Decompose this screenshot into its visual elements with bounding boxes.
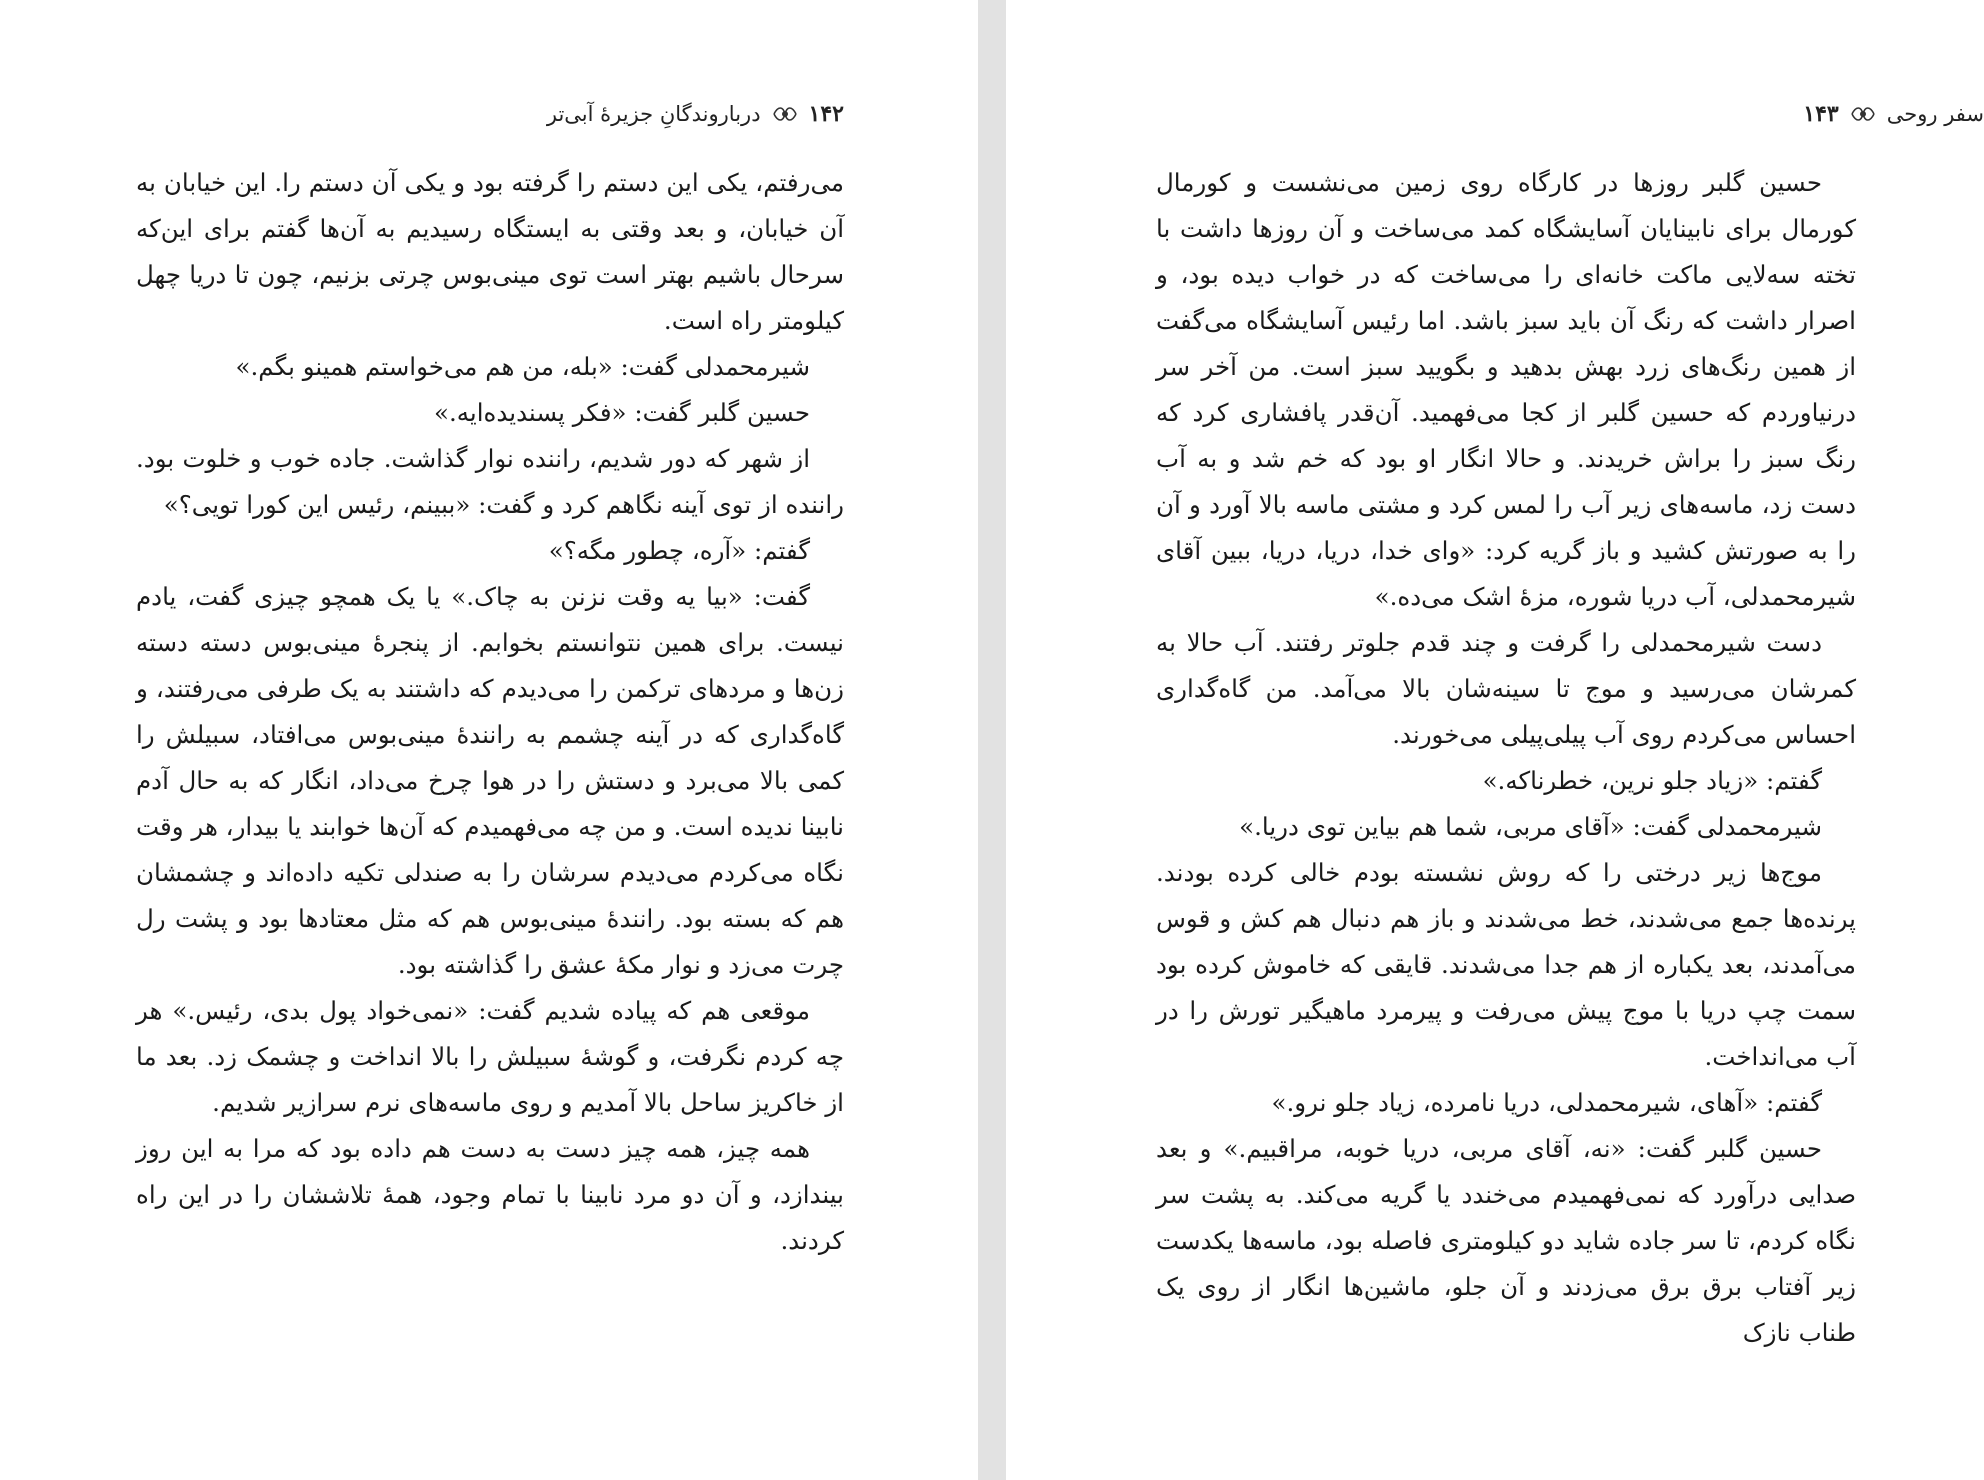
paragraph: گفتم: «آهای، شیرمحمدلی، دریا نامرده، زیاد جلو نرو.» (1271, 1088, 1822, 1117)
left-page (0, 0, 978, 1480)
paragraph: دست شیرمحمدلی را گرفت و چند قدم جلوتر رفتند. آب حالا به کمرشان می‌رسید و موج تا سینه‌شان بالا می‌آمد. من گاه‌گداری احساس می‌کردم روی آب پیلی‌پیلی می‌خورند. (1156, 628, 1856, 749)
paragraph: شیرمحمدلی گفت: «بله، من هم می‌خواستم همینو بگم.» (235, 352, 810, 381)
book-spine (978, 0, 1006, 1480)
page-number: ۱۴۲ (808, 101, 844, 127)
running-title: درباروندگانِ جزیرهٔ آبی‌تر (546, 102, 761, 126)
left-page-header (547, 94, 844, 134)
running-title: سفر روحی (1886, 102, 1984, 126)
paragraph: گفت: «بیا یه وقت نزنن به چاک.» یا یک همچو چیزی گفت، یادم نیست. برای همین نتوانستم بخوابم. از پنجرهٔ مینی‌بوس دسته دسته زن‌ها و مردهای ترکمن را می‌دیدم که داشتند به یک طرفی می‌رفتند، و گاه‌گداری که در آینه چشمم به رانندهٔ مینی‌بوس می‌افتاد، سبیلش را کمی بالا می‌برد و دستش را در هوا چرخ می‌داد، انگار که به حال آدم نابینا ندیده است. و من چه می‌فهمیدم که آن‌ها خوابند یا بیدار، هر وقت نگاه می‌کردم می‌دیدم سرشان را به صندلی تکیه داده‌اند و چشمشان هم که بسته بود. رانندهٔ مینی‌بوس هم که مثل معتادها بود و پشت رل چرت می‌زد و نوار مکهٔ عشق را گذاشته بود. (136, 582, 844, 979)
paragraph: حسین گلبر گفت: «نه، آقای مربی، دریا خوبه، مراقبیم.» و بعد صدایی درآورد که نمی‌فهمیدم می‌خندد یا گریه می‌کند. به پشت سر نگاه کردم، تا سر جاده شاید دو کیلومتری فاصله بود، ماسه‌ها یکدست زیر آفتاب برق برق می‌زدند و آن جلو، ماشین‌ها انگار از روی یک طناب نازک (1156, 1134, 1856, 1347)
paragraph: گفتم: «زیاد جلو نرین، خطرناکه.» (1482, 766, 1822, 795)
right-page-body (1156, 160, 1856, 1356)
paragraph: حسین گلبر گفت: «فکر پسندیده‌ایه.» (434, 398, 810, 427)
left-page-body (136, 160, 844, 1264)
paragraph: شیرمحمدلی گفت: «آقای مربی، شما هم بیاین توی دریا.» (1239, 812, 1822, 841)
paragraph: از شهر که دور شدیم، راننده نوار گذاشت. جاده خوب و خلوت بود. راننده از توی آینه نگاهم کرد و گفت: «ببینم، رئیس این کورا تویی؟» (136, 444, 844, 519)
floral-ornament-icon (771, 103, 799, 125)
floral-ornament-icon (1849, 103, 1877, 125)
right-page-header (1156, 94, 1984, 134)
paragraph: موقعی هم که پیاده شدیم گفت: «نمی‌خواد پول بدی، رئیس.» هر چه کردم نگرفت، و گوشهٔ سبیلش را بالا انداخت و چشمک زد. بعد ما از خاکریز ساحل بالا آمدیم و روی ماسه‌های نرم سرازیر شدیم. (136, 996, 844, 1117)
paragraph: همه چیز، همه چیز دست به دست هم داده بود که مرا به این روز بیندازد، و آن دو مرد نابینا با تمام وجود، همهٔ تلاششان را در این راه کردند. (136, 1134, 844, 1255)
paragraph: موج‌ها زیر درختی را که روش نشسته بودم خالی کرده بودند. پرنده‌ها جمع می‌شدند، خط می‌شدند و باز هم دنبال هم کش و قوس می‌آمدند، بعد یکباره از هم جدا می‌شدند. قایقی که خاموش کرده بود سمت چپ دریا با موج پیش می‌رفت و پیرمرد ماهیگیر تورش را در آب می‌انداخت. (1156, 858, 1856, 1071)
paragraph: می‌رفتم، یکی این دستم را گرفته بود و یکی آن دستم را. این خیابان به آن خیابان، و بعد وقتی به ایستگاه رسیدیم به آن‌ها گفتم برای این‌که سرحال باشیم بهتر است توی مینی‌بوس چرتی بزنیم، چون تا دریا چهل کیلومتر راه است. (136, 168, 844, 335)
page-number: ۱۴۳ (1803, 101, 1839, 127)
paragraph: گفتم: «آره، چطور مگه؟» (548, 536, 810, 565)
paragraph: حسین گلبر روزها در کارگاه روی زمین می‌نشست و کورمال کورمال برای نابینایان آسایشگاه کمد می‌ساخت و آن روزها داشت با تخته سه‌لایی ماکت خانه‌ای را می‌ساخت که در خواب دیده بود، و اصرار داشت که رنگ آن باید سبز باشد. اما رئیس آسایشگاه می‌گفت از همین رنگ‌های زرد بهش بدهید و بگویید سبز است. من آخر سر درنیاوردم که حسین گلبر از کجا می‌فهمید. آن‌قدر پافشاری کرد که رنگ سبز را براش خریدند. و حالا انگار او بود که خم شد و به آب دست زد، ماسه‌های زیر آب را لمس کرد و مشتی ماسه بالا آورد و آن را به صورتش کشید و باز گریه کرد: «وای خدا، دریا، دریا، ببین آقای شیرمحمدلی، آب دریا شوره، مزهٔ اشک می‌ده.» (1156, 168, 1856, 611)
right-page (1006, 0, 1984, 1480)
